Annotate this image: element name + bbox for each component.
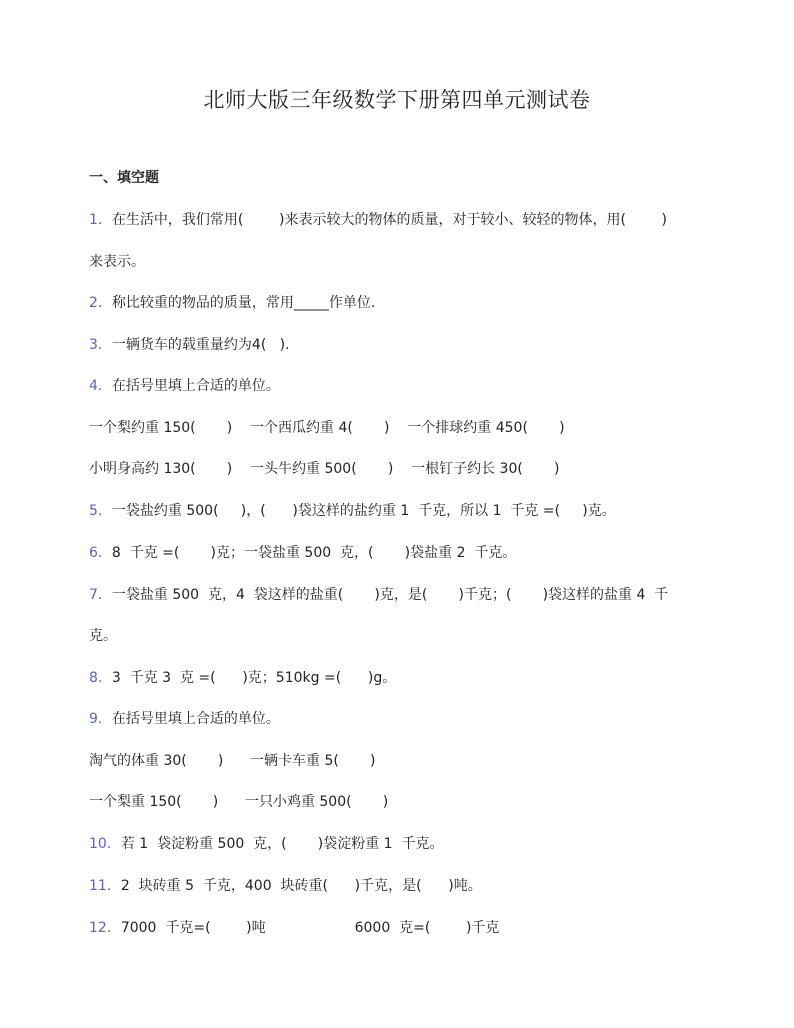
question-number: 3． bbox=[89, 337, 112, 353]
section-heading: 一、填空题 bbox=[89, 170, 159, 186]
document-title: 北师大版三年级数学下册第四单元测试卷 bbox=[203, 88, 591, 112]
question-number: 12． bbox=[89, 920, 121, 936]
question-1-line bbox=[89, 210, 667, 230]
question-2-line bbox=[89, 293, 375, 313]
question-text: 小明身高约 130( ) 一头牛约重 500( ) 一根钉子约长 30( ) bbox=[89, 461, 560, 477]
question-4-row-2 bbox=[89, 459, 559, 479]
question-number: 9． bbox=[89, 711, 112, 727]
question-9-row-2 bbox=[89, 792, 388, 812]
question-text: 7000 千克=( )吨 6000 克=( )千克 bbox=[120, 920, 500, 936]
question-text: 8 千克 =( )克；一袋盐重 500 克，( )袋盐重 2 千克。 bbox=[111, 545, 517, 561]
question-6-line bbox=[89, 543, 516, 563]
question-text: 淘气的体重 30( ) 一辆卡车重 5( ) bbox=[89, 753, 376, 769]
question-text: 一袋盐约重 500( )，( )袋这样的盐约重 1 千克，所以 1 千克 =( )克。 bbox=[111, 503, 616, 519]
question-text: 在括号里填上合适的单位。 bbox=[111, 711, 280, 727]
question-number: 2． bbox=[89, 295, 112, 311]
question-5-line bbox=[89, 501, 616, 521]
question-text: 2 块砖重 5 千克，400 块砖重( )千克，是( )吨。 bbox=[120, 878, 482, 894]
question-7-line bbox=[89, 585, 668, 605]
question-text: 若 1 袋淀粉重 500 克，( )袋淀粉重 1 千克。 bbox=[120, 836, 444, 852]
question-text: 在括号里填上合适的单位。 bbox=[111, 378, 280, 394]
question-number: 6． bbox=[89, 545, 112, 561]
question-text: 一个梨重 150( ) 一只小鸡重 500( ) bbox=[89, 794, 389, 810]
question-text: 称比较重的物品的质量，常用_____作单位. bbox=[111, 295, 376, 311]
question-9-row-1 bbox=[89, 751, 375, 771]
question-12-line bbox=[89, 918, 499, 938]
question-4-line bbox=[89, 376, 280, 396]
question-number: 8． bbox=[89, 670, 112, 686]
question-8-line bbox=[89, 668, 396, 688]
question-text: 在生活中，我们常用( )来表示较大的物体的质量，对于较小、较轻的物体，用( ) bbox=[111, 212, 667, 228]
question-text: 一个梨约重 150( ) 一个西瓜约重 4( ) 一个排球约重 450( ) bbox=[89, 420, 565, 436]
question-number: 5． bbox=[89, 503, 112, 519]
question-number: 10． bbox=[89, 836, 121, 852]
question-text: 克。 bbox=[89, 628, 117, 644]
question-text: 3 千克 3 克 =( )克；510kg =( )g。 bbox=[111, 670, 397, 686]
question-text: 一袋盐重 500 克，4 袋这样的盐重( )克，是( )千克；( )袋这样的盐重 4 千 bbox=[111, 587, 669, 603]
question-10-line bbox=[89, 834, 444, 854]
question-text: 来表示。 bbox=[89, 254, 145, 270]
question-number: 11． bbox=[89, 878, 121, 894]
question-number: 4． bbox=[89, 378, 112, 394]
question-11-line bbox=[89, 876, 482, 896]
question-number: 1． bbox=[89, 212, 112, 228]
question-3-line bbox=[89, 335, 290, 355]
question-1-continuation bbox=[89, 252, 145, 272]
question-9-line bbox=[89, 709, 280, 729]
question-7-continuation bbox=[89, 626, 117, 646]
question-text: 一辆货车的载重量约为4( ). bbox=[111, 337, 290, 353]
question-number: 7． bbox=[89, 587, 112, 603]
question-4-row-1 bbox=[89, 418, 565, 438]
